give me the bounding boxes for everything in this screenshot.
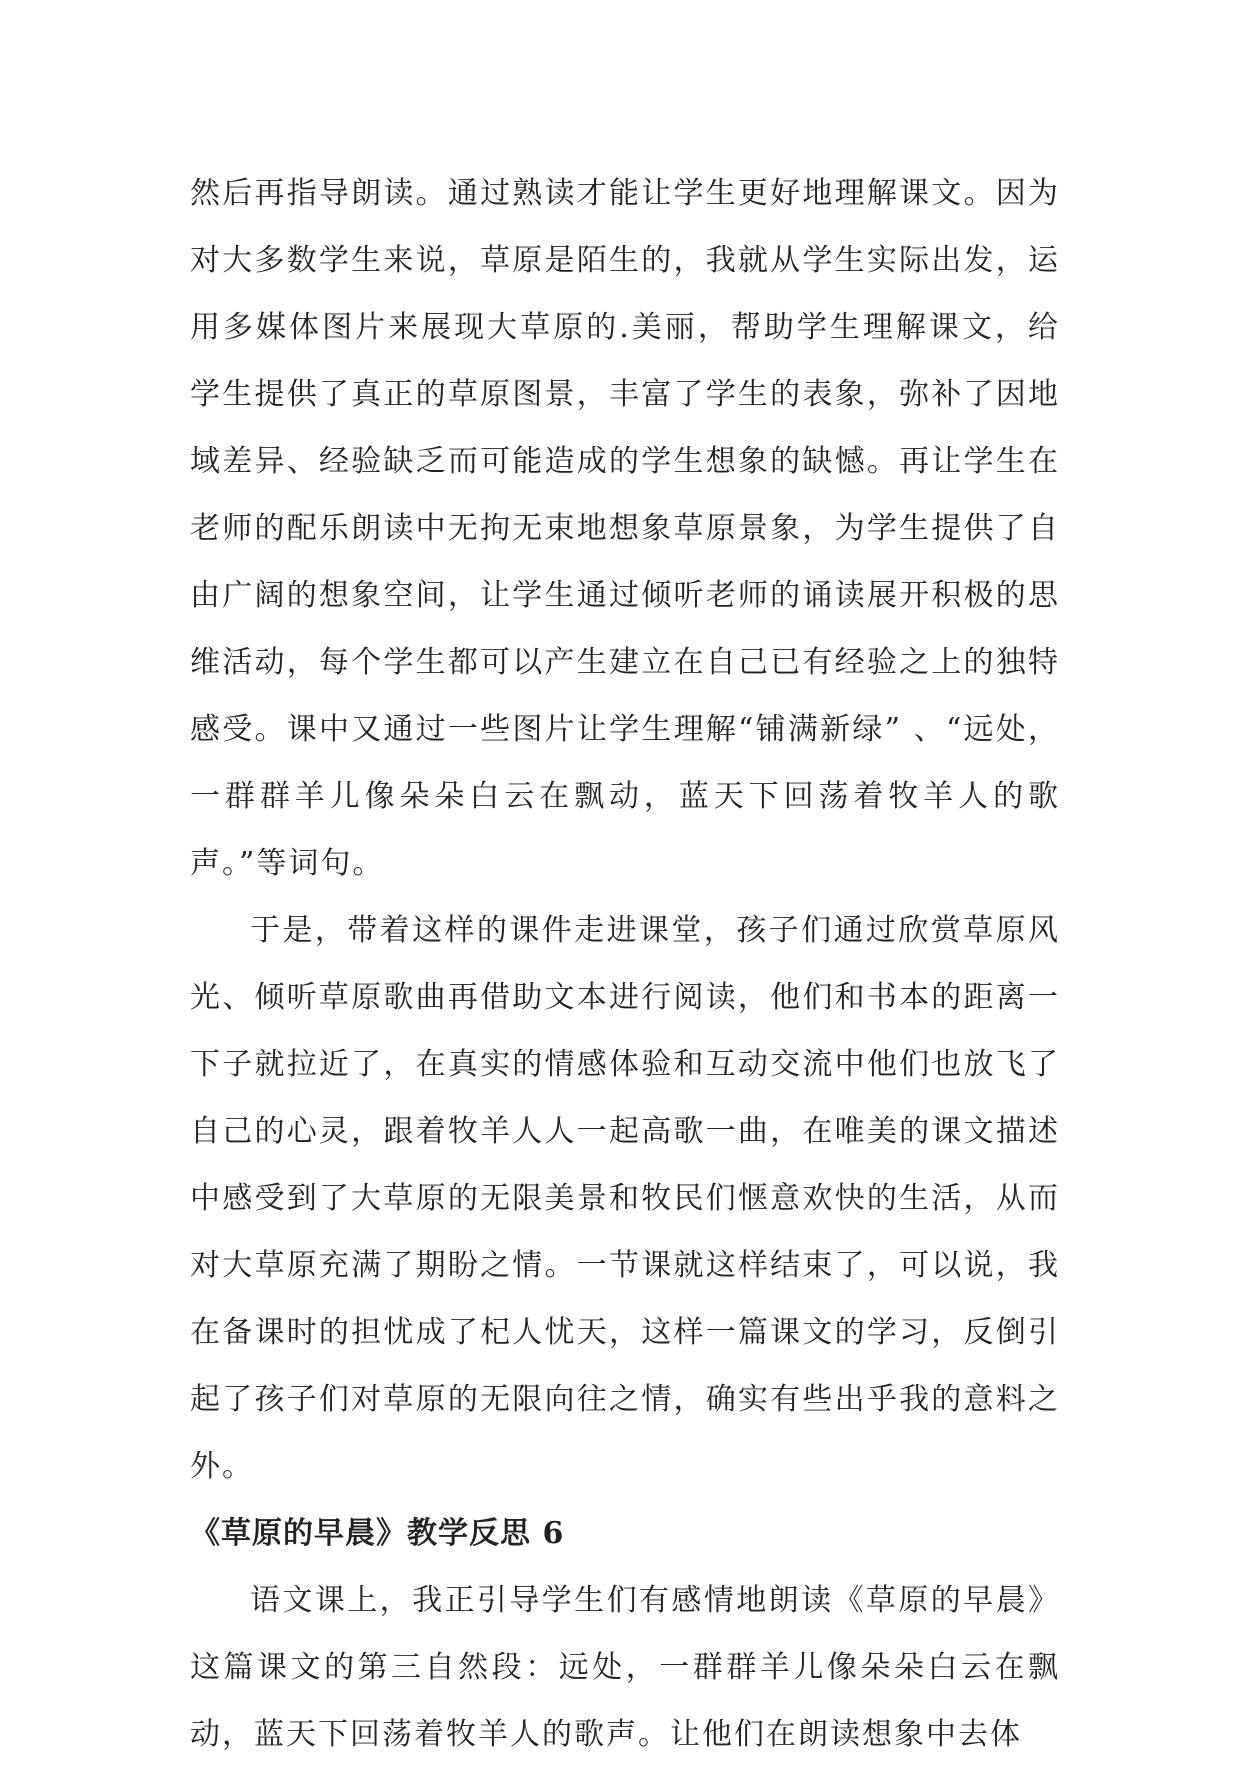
document-page — [190, 160, 1060, 1768]
paragraph-continued: 然后再指导朗读。通过熟读才能让学生更好地理解课文。因为对大多数学生来说，草原是陌生的，我就从学生实际出发，运用多媒体图片来展现大草原的.美丽，帮助学生理解课文，给学生提供了真正的草原图景，丰富了学生的表象，弥补了因地域差异、经验缺乏而可能造成的学生想象的缺憾。再让学生在老师的配乐朗读中无拘无束地想象草原景象，为学生提供了自由广阔的想象空间，让学生通过倾听老师的诵读展开积极的思维活动，每个学生都可以产生建立在自己已有经验之上的独特感受。课中又通过一些图片让学生理解“铺满新绿” 、“远处，一群群羊儿像朵朵白云在飘动，蓝天下回荡着牧羊人的歌声。”等词句。 — [190, 176, 1060, 881]
paragraph-section-intro: 语文课上，我正引导学生们有感情地朗读《草原的早晨》这篇课文的第三自然段：远处，一群群羊儿像朵朵白云在飘动，蓝天下回荡着牧羊人的歌声。让他们在朗读想象中去体 — [190, 1583, 1060, 1752]
section-title: 《草原的早晨》教学反思 6 — [190, 1516, 565, 1551]
paragraph-classroom: 于是，带着这样的课件走进课堂，孩子们通过欣赏草原风光、倾听草原歌曲再借助文本进行阅读，他们和书本的距离一下子就拉近了，在真实的情感体验和互动交流中他们也放飞了自己的心灵，跟着牧羊人人一起高歌一曲，在唯美的课文描述中感受到了大草原的无限美景和牧民们惬意欢快的生活，从而对大草原充满了期盼之情。一节课就这样结束了，可以说，我在备课时的担忧成了杞人忧天，这样一篇课文的学习，反倒引起了孩子们对草原的无限向往之情，确实有些出乎我的意料之外。 — [190, 913, 1060, 1484]
